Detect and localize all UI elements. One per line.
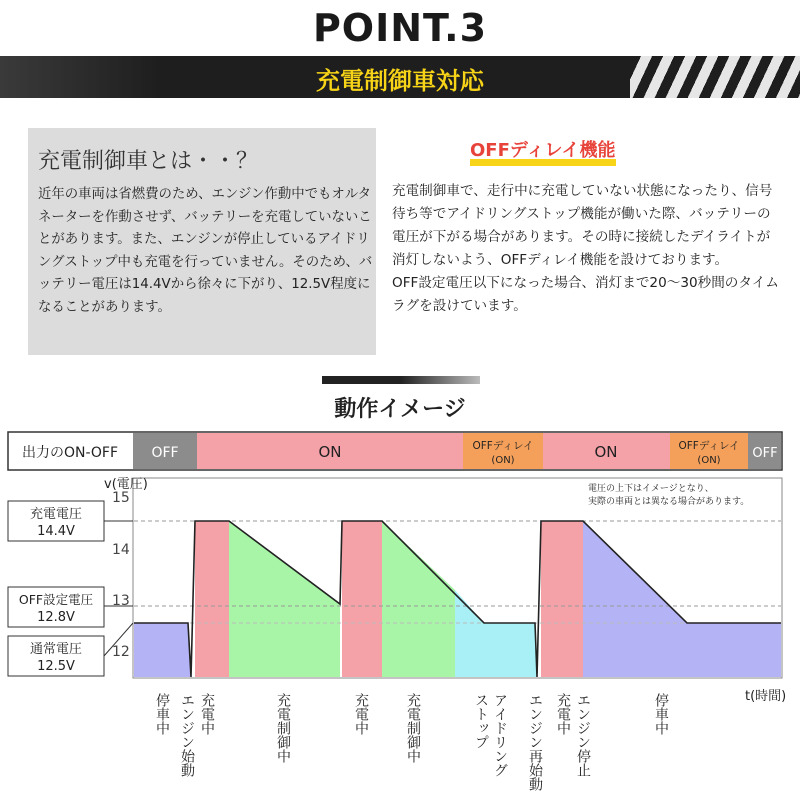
section-title: 充電制御車対応 bbox=[316, 67, 484, 95]
phase-charging-2: 充電中 bbox=[353, 693, 369, 735]
y-axis-label: v(電圧) bbox=[104, 477, 148, 492]
phase-engine-stop: エンジン停止 bbox=[575, 693, 591, 777]
region-stopped bbox=[134, 623, 191, 677]
segment-on-1-label: ON bbox=[318, 443, 342, 461]
point-title: POINT.3 bbox=[312, 6, 488, 50]
phase-idling: アイドリング bbox=[492, 693, 508, 777]
callout-normal-value: 12.5V bbox=[37, 659, 75, 674]
note-line-2: 実際の車両とは異なる場合があります。 bbox=[588, 497, 750, 507]
segment-delay-2-label: OFFディレイ bbox=[678, 440, 740, 452]
output-label: 出力のON-OFF bbox=[21, 445, 119, 461]
region-charging-2 bbox=[342, 521, 382, 677]
region-charging-3 bbox=[541, 521, 583, 677]
segment-delay-1-sub: (ON) bbox=[491, 455, 515, 466]
phase-charging-1: 充電中 bbox=[199, 693, 215, 735]
phase-engine-restart: エンジン再始動 bbox=[527, 693, 543, 791]
note-line-1: 電圧の上下はイメージとなり、 bbox=[588, 484, 714, 494]
off-delay-body-1: 充電制御車で、走行中に充電していない状態になったり、信号待ち等でアイドリングストップ機能が働いた際、バッテリーの電圧が下がる場合があります。その時に接続したデイライトが消灯しないよう、OFFディレイ機能を設けております。 bbox=[392, 183, 773, 268]
phase-stopped-2: 停車中 bbox=[653, 693, 669, 735]
segment-on-2-label: ON bbox=[594, 443, 618, 461]
segment-delay-1-label: OFFディレイ bbox=[472, 440, 534, 452]
y-tick-15: 15 bbox=[112, 490, 130, 506]
y-tick-13: 13 bbox=[112, 593, 130, 609]
callout-charge-value: 14.4V bbox=[37, 524, 75, 539]
phase-charge-control-1: 充電制御中 bbox=[275, 693, 291, 763]
region-charging-1 bbox=[195, 521, 229, 677]
y-tick-12: 12 bbox=[112, 644, 130, 660]
phase-engine-start: エンジン始動 bbox=[179, 693, 195, 777]
left-heading: 充電制御車とは・・？ bbox=[38, 149, 259, 174]
callout-charge-voltage bbox=[8, 501, 133, 541]
off-delay-body-2: OFF設定電圧以下になった場合、消灯まで20〜30秒間のタイムラグを設けています。 bbox=[392, 275, 779, 314]
segment-off-2-label: OFF bbox=[752, 446, 778, 461]
x-axis-label: t(時間) bbox=[745, 689, 787, 704]
segment-off-1-label: OFF bbox=[151, 445, 179, 461]
phase-charge-control-2: 充電制御中 bbox=[405, 693, 421, 763]
phase-stop: ストップ bbox=[473, 693, 489, 749]
callout-charge-name: 充電電圧 bbox=[29, 507, 83, 522]
callout-normal-name: 通常電圧 bbox=[29, 642, 83, 657]
phase-charging-3: 充電中 bbox=[555, 693, 571, 735]
segment-delay-2-sub: (ON) bbox=[697, 455, 721, 466]
left-body: 近年の車両は省燃費のため、エンジン作動中でもオルタネーターを作動させず、バッテリーを充電していないことがあります。また、エンジンが停止しているアイドリングストップ中も充電を行っていません。そのため、バッテリー電圧は14.4Vから徐々に下がり、12.5V程度になることがあります。 bbox=[38, 187, 373, 315]
callout-off-name: OFF設定電圧 bbox=[18, 592, 94, 607]
off-delay-heading-text: OFFディレイ機能 bbox=[470, 140, 616, 161]
callout-off-value: 12.8V bbox=[37, 610, 75, 625]
diagram-title: 動作イメージ bbox=[334, 397, 466, 422]
phase-stopped-1: 停車中 bbox=[154, 693, 170, 735]
y-tick-14: 14 bbox=[112, 542, 130, 558]
